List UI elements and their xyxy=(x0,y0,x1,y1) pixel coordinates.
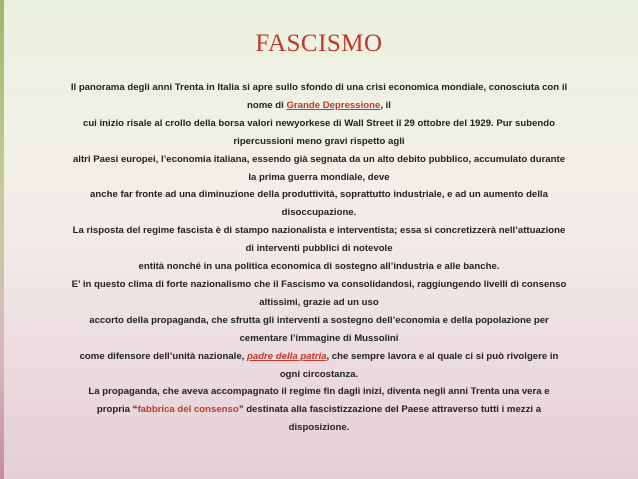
text-line xyxy=(24,348,614,366)
text-line: di interventi pubblici di notevole xyxy=(245,243,393,255)
padre-della-patria-emphasis: padre della patria xyxy=(247,350,327,362)
text-fragment: come difensore dell’unità nazionale, xyxy=(79,350,247,362)
text-line: anche far fronte ad una diminuzione della produttività, soprattutto industriale, e ad un aumento della xyxy=(90,189,548,201)
text-fragment: propria “ xyxy=(96,404,138,416)
decorative-edge xyxy=(0,0,4,479)
text-line xyxy=(24,401,614,419)
text-line: La risposta del regime fascista è di stampo nazionalista e interventista; essa si concretizzerà nell’attuazione xyxy=(72,225,566,237)
text-line: Il panorama degli anni Trenta in Italia si apre sullo sfondo di una crisi economica mondiale, conosciuta con il xyxy=(70,82,568,93)
text-fragment: ” destinata alla fascistizzazione del Paese attraverso tutti i mezzi a xyxy=(238,404,542,416)
text-line: la prima guerra mondiale, deve xyxy=(248,171,390,183)
text-line: disoccupazione. xyxy=(281,207,357,219)
text-fragment: nome di xyxy=(247,99,287,111)
text-line: entità nonché in una politica economica di sostegno all’industria e alle banche. xyxy=(138,261,500,273)
body-text xyxy=(24,79,614,437)
text-line: ripercussioni meno gravi rispetto agli xyxy=(233,135,405,147)
text-line: E’ in questo clima di forte nazionalismo che il Fascismo va consolidandosi, raggiungendo livelli di consenso xyxy=(71,278,567,290)
text-fragment: , il xyxy=(380,99,391,111)
text-line: altri Paesi europei, l’economia italiana, essendo già segnata da un alto debito pubblico, accumulato durante xyxy=(72,153,566,165)
text-line: cementare l’immagine di Mussolini xyxy=(239,332,399,344)
grande-depressione-link[interactable]: Grande Depressione xyxy=(286,99,381,111)
text-line: disposizione. xyxy=(288,422,350,434)
text-line xyxy=(24,97,614,115)
fabbrica-del-consenso-emphasis: fabbrica del consenso xyxy=(137,404,239,416)
text-line: accorto della propaganda, che sfrutta gli interventi a sostegno dell’economia e della popolazione per xyxy=(89,314,549,326)
slide-title: FASCISMO xyxy=(255,30,383,57)
text-line: La propaganda, che aveva accompagnato il regime fin dagli inizi, diventa negli anni Trenta una vera e xyxy=(88,386,550,398)
text-line: cui inizio risale al crollo della borsa valori newyorkese di Wall Street il 29 ottobre del 1929. Pur subendo xyxy=(82,117,556,129)
text-line: altissimi, grazie ad un uso xyxy=(259,296,379,308)
text-line: ogni circostanza. xyxy=(279,368,359,380)
text-fragment: , che sempre lavora e al quale ci si può rivolgere in xyxy=(326,350,559,362)
